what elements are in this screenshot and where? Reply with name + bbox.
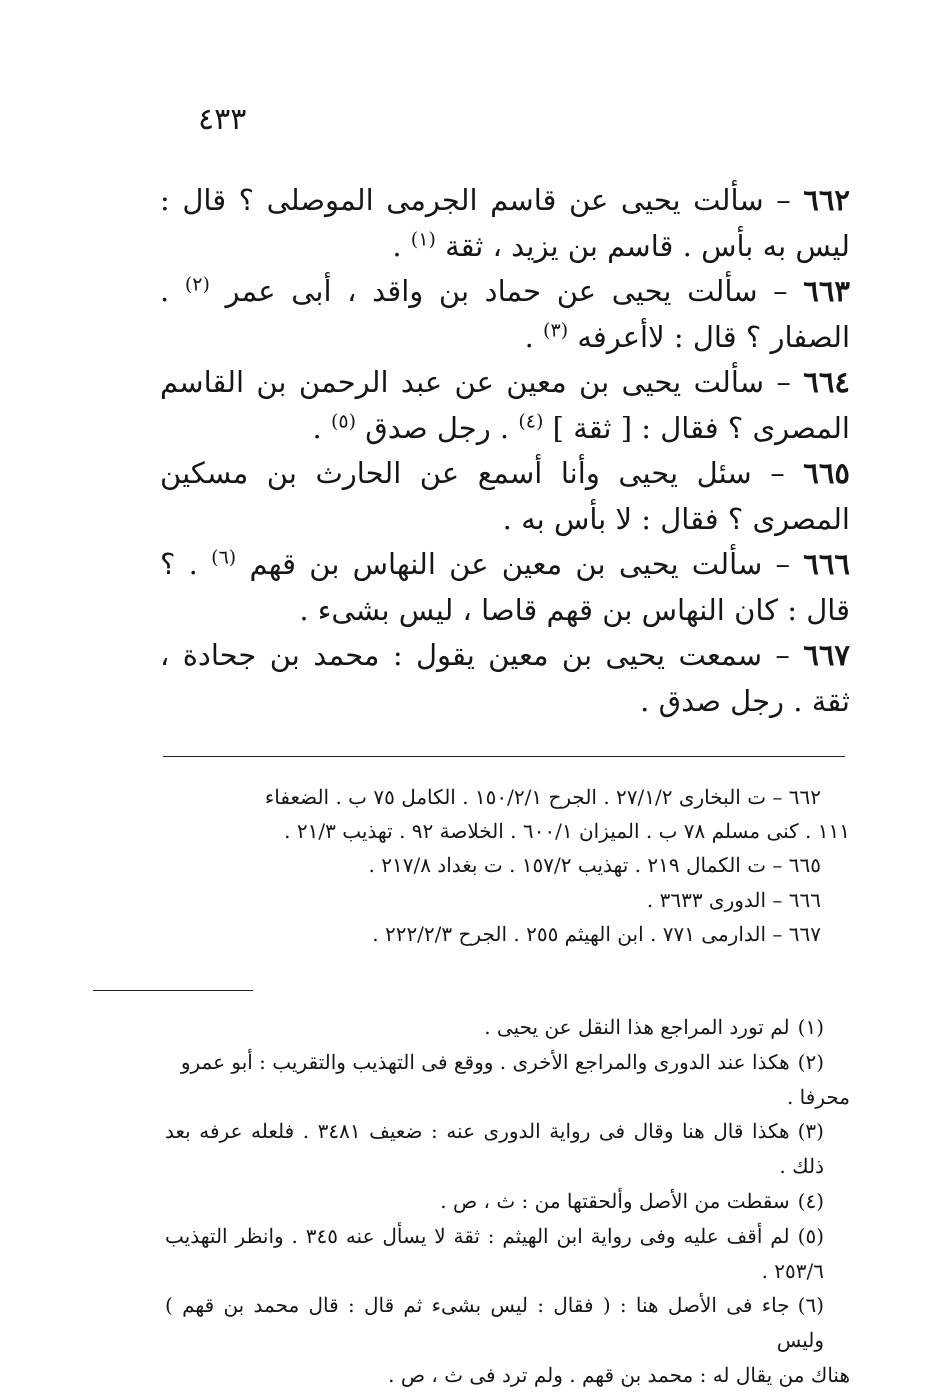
footnote-ref: (٣) xyxy=(543,318,569,341)
entry-662 xyxy=(160,178,850,269)
entry-text: . ؟ قال : كان النهاس بن قهم قاصا ، ليس بشىء . xyxy=(160,547,850,627)
footnote-number: (٢) xyxy=(797,1049,824,1074)
footnote-text: هكذا قال هنا وقال فى رواية الدورى عنه : ضعيف ٣٤٨١ . فلعله عرفه بعد ذلك . xyxy=(165,1119,824,1179)
source-line: ٦٦٧ – الدارمى ٧٧١ . ابن الهيثم ٢٥٥ . الجرح ٢٢٢/٢/٣ . xyxy=(372,921,821,946)
entry-text: – سألت يحيى بن معين عن عبد الرحمن بن القاسم المصرى ؟ فقال : [ ثقة ] xyxy=(160,365,850,445)
entry-text: . رجل صدق xyxy=(356,410,519,445)
entry-text: . xyxy=(312,410,331,445)
footnote-continuation: محرفا . xyxy=(786,1084,850,1109)
entry-667 xyxy=(160,633,850,724)
footnote-ref: (٥) xyxy=(330,409,357,432)
entry-text: . xyxy=(524,319,544,354)
footnote xyxy=(165,1219,850,1289)
entry-665 xyxy=(160,451,850,542)
entry-664 xyxy=(160,360,850,451)
footnote xyxy=(165,1114,850,1184)
sources-section xyxy=(165,780,850,951)
entry-number: ٦٦٦ xyxy=(803,547,850,581)
entry-text: – سمعت يحيى بن معين يقول : محمد بن جحادة ، ثقة . رجل صدق . xyxy=(160,638,850,718)
footnotes-section xyxy=(165,1010,850,1393)
page-number: ٤٣٣ xyxy=(198,102,247,137)
source-line: ٦٦٥ – ت الكمال ٢١٩ . تهذيب ١٥٧/٢ . ت بغداد ٢١٧/٨ . xyxy=(368,853,821,878)
entry-number: ٦٦٥ xyxy=(803,456,850,490)
footnote-text: هكذا عند الدورى والمراجع الأخرى . ووقع فى التهذيب والتقريب : أبو عمرو xyxy=(180,1049,790,1074)
footnote xyxy=(165,1184,850,1219)
entry-text: – سألت يحيى عن قاسم الجرمى الموصلى ؟ قال : ليس به بأس . قاسم بن يزيد ، ثقة xyxy=(160,183,850,263)
entry-text: – سألت يحيى عن حماد بن واقد ، أبى عمر xyxy=(209,274,804,308)
footnote-text: لم تورد المراجع هذا النقل عن يحيى . xyxy=(484,1015,790,1039)
footnote-ref: (٤) xyxy=(518,409,544,432)
entry-number: ٦٦٣ xyxy=(803,274,851,308)
main-text xyxy=(160,178,850,724)
footnote xyxy=(165,1045,850,1080)
footnote-divider xyxy=(93,990,253,991)
entry-number: ٦٦٤ xyxy=(803,365,850,399)
footnote-number: (١) xyxy=(797,1015,824,1039)
footnote-text: سقطت من الأصل وألحقتها من : ث ، ص . xyxy=(440,1188,790,1213)
footnote xyxy=(165,1010,850,1045)
entry-text: – سئل يحيى وأنا أسمع عن الحارث بن مسكين المصرى ؟ فقال : لا بأس به . xyxy=(160,456,850,536)
entry-666 xyxy=(160,542,850,633)
entry-text: . الصفار ؟ قال : لاأعرفه xyxy=(160,274,850,354)
footnote-text: جاء فى الأصل هنا : ( فقال : ليس بشىء ثم قال : قال محمد بن قهم ) وليس xyxy=(165,1293,824,1353)
entry-text: – سألت يحيى بن معين عن النهاس بن قهم xyxy=(236,547,804,581)
footnote-ref: (١) xyxy=(410,227,436,250)
footnote-number: (٥) xyxy=(797,1223,825,1248)
footnote xyxy=(165,1288,850,1358)
footnote-number: (٤) xyxy=(797,1188,824,1213)
entry-number: ٦٦٢ xyxy=(803,183,850,217)
footnote-number: (٦) xyxy=(797,1293,824,1318)
source-line: ١١١ . كنى مسلم ٧٨ ب . الميزان ٦٠٠/١ . الخلاصة ٩٢ . تهذيب ٢١/٣ . xyxy=(284,819,850,844)
entry-text: . xyxy=(392,228,411,263)
footnote-text: لم أقف عليه وفى رواية ابن الهيثم : ثقة لا يسأل عنه ٣٤٥ . وانظر التهذيب ٢٥٣/٦ . xyxy=(165,1223,824,1283)
footnote-ref: (٦) xyxy=(211,546,237,569)
footnote-number: (٣) xyxy=(797,1119,824,1144)
entry-number: ٦٦٧ xyxy=(803,638,850,672)
entry-663 xyxy=(160,269,850,360)
source-line: ٦٦٢ – ت البخارى ٢٧/١/٢ . الجرح ١٥٠/٢/١ . الكامل ٧٥ ب . الضعفاء xyxy=(264,785,821,809)
section-divider xyxy=(163,756,845,757)
source-line: ٦٦٦ – الدورى ٣٦٣٣ . xyxy=(646,887,821,912)
footnote-ref: (٢) xyxy=(184,273,210,296)
footnote-continuation: هناك من يقال له : محمد بن قهم . ولم ترد فى ث ، ص . xyxy=(388,1362,850,1387)
